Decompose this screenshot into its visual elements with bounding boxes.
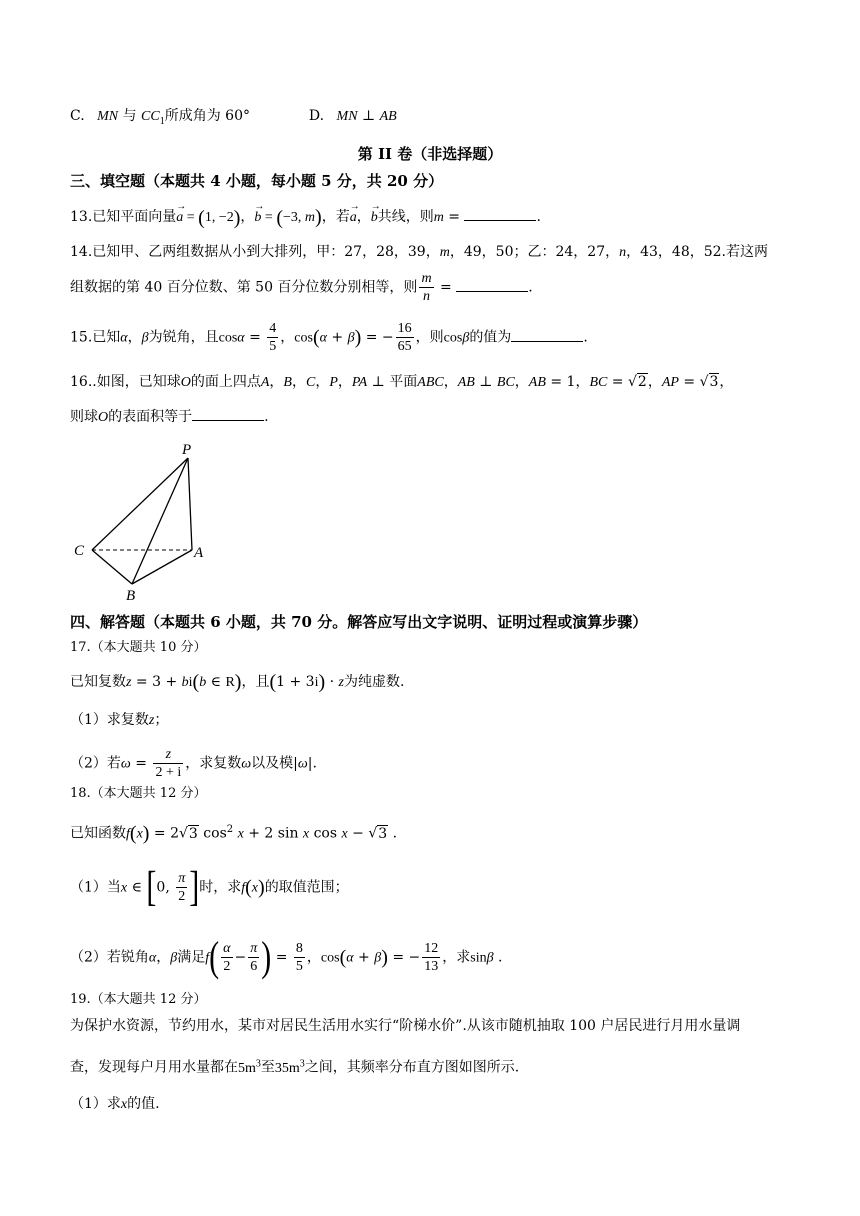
question-16-line2: 则球O的表面积等于 . (70, 406, 790, 428)
question-14-line2: 组数据的第 40 百分位数、第 50 百分位数分别相等，则 $\frac{m}{n}$ = . (70, 271, 533, 304)
q18-part2: （2）若锐角α，β满足f( $\frac{\alpha}{2}$ − $\frac{\pi}{6}$ ) = $\frac{8}{5}$ ，cos(α + β) = − $\frac{12}{13}$ ，求sinβ . (70, 933, 503, 980)
answer-blank-14[interactable] (456, 277, 528, 292)
q18-part1: （1）当x ∈ [0, $\frac{\pi}{2}$ ]时，求f(x)的取值范围； (70, 863, 349, 910)
q17-part2: （2）若ω = $\frac{z}{2 + i}$ ，求复数ω以及模|ω|. (70, 747, 317, 780)
option-c-text: 所成角为 60° (164, 108, 250, 124)
vertex-label-c: C (74, 543, 85, 559)
question-16-line1: 16..如图，已知球O的面上四点A，B，C，P，PA ⊥ 平面ABC，AB ⊥ BC，AB = 1，BC = √2，AP = √3， (70, 374, 734, 390)
q17-line1: 已知复数z = 3 + bi(b ∈ R)，且(1 + 3i) · z为纯虚数. (70, 671, 405, 693)
vertex-label-b: B (126, 588, 136, 604)
section2-title: 第 II 卷（非选择题） (357, 145, 503, 163)
q17-heading: 17.（本大题共 10 分） (70, 640, 207, 655)
q19-line2: 查，发现每户月用水量都在$5m^3$至$35m^3$之间，其频率分布直方图如图所示. (70, 1058, 520, 1076)
vertex-label-p: P (182, 442, 192, 458)
q12-options: C. MN 与 $CC_1$所成角为 60° D. MN ⊥ AB (70, 108, 397, 127)
q18-heading: 18.（本大题共 12 分） (70, 786, 207, 801)
question-13: 13.已知平面向量→ a = (1, −2)，→ b = (−3, m)，若→ a，→ b共线，则m = . (70, 206, 790, 228)
q19-part1: （1）求x的值. (70, 1096, 160, 1112)
answer-blank-15[interactable] (511, 327, 583, 342)
option-c-label: C. (70, 108, 85, 124)
q19-heading: 19.（本大题共 12 分） (70, 992, 207, 1007)
option-d-label: D. (308, 108, 325, 124)
tetrahedron-figure (66, 436, 216, 606)
q17-part1: （1）求复数z； (70, 712, 169, 728)
answer-blank-13[interactable] (464, 206, 536, 221)
section4-title: 四、解答题（本题共 6 小题，共 70 分。解答应写出文字说明、证明过程或演算步骤） (70, 613, 648, 631)
section3-title: 三、填空题（本题共 4 小题，每小题 5 分，共 20 分） (70, 172, 444, 190)
question-14-line1: 14.已知甲、乙两组数据从小到大排列，甲：27，28，39，m，49，50；乙：24，27，n，43，48，52.若这两 (70, 244, 769, 260)
q18-line1: 已知函数f(x) = 2√3 $\cos^2 x + 2$ sin x cos x − √3 . (70, 822, 398, 845)
vertex-label-a: A (194, 545, 204, 561)
answer-blank-16[interactable] (192, 406, 264, 421)
q19-line1: 为保护水资源，节约用水，某市对居民生活用水实行“阶梯水价”.从该市随机抽取 100 户居民进行月用水量调 (70, 1018, 741, 1034)
question-15: 15.已知α，β为锐角，且cosα = $\frac{4}{5}$ ，cos(α + β) = − $\frac{16}{65}$ ，则cosβ的值为 . (70, 321, 588, 354)
